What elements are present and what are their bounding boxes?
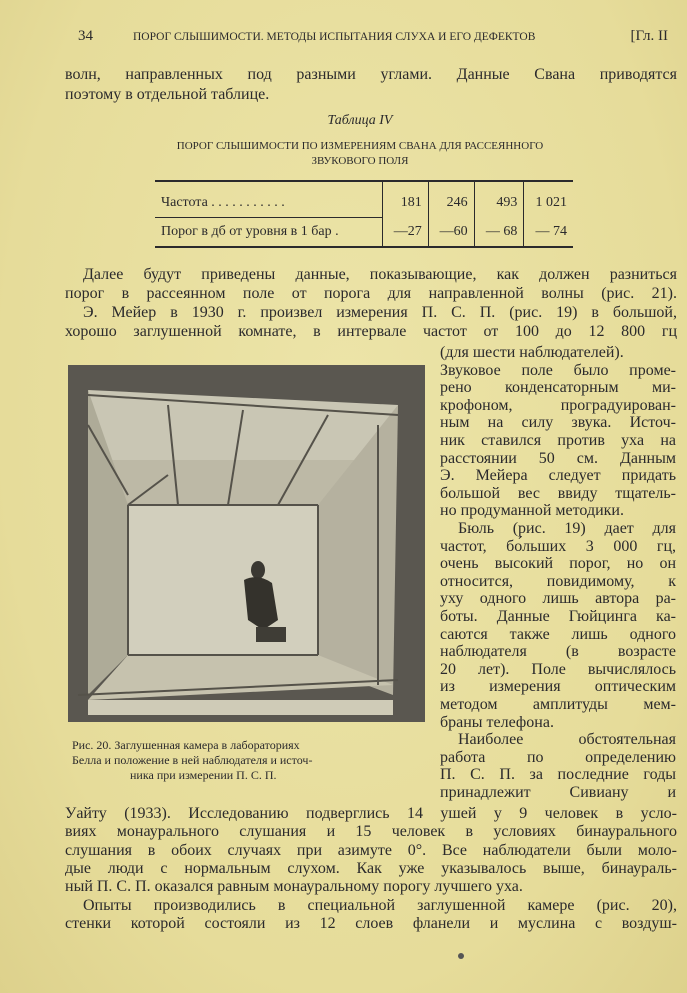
text-line: (для шести наблюдателей). xyxy=(440,344,624,361)
text-line: ным на силу звука. Источ- xyxy=(440,414,676,432)
text-line: но продуманной методики. xyxy=(440,502,624,520)
text-line: браны телефона. xyxy=(440,713,554,731)
text-line: работа по определению xyxy=(440,748,676,766)
table-cell: 493 xyxy=(474,181,524,218)
table-cell: — 68 xyxy=(474,218,524,248)
text-line: саются также лишь одного xyxy=(440,625,676,643)
text-line: относится, повидимому, к xyxy=(440,572,676,590)
row-label: Частота . . . . . . . . . . . xyxy=(155,181,383,218)
text-line: ник ставился против уха на xyxy=(440,432,676,449)
table-cell: 1 021 xyxy=(524,181,573,218)
text-line: порог в рассеянном поле от порога для направленной волны (рис. 21). xyxy=(65,285,677,302)
figure-caption: ника при измерении П. С. П. xyxy=(130,768,277,782)
text-line: Э. Мейер в 1930 г. произвел измерения П. С. П. (рис. 19) в большой, xyxy=(83,304,677,321)
chapter-label: [Гл. II xyxy=(630,28,668,44)
figure-caption: Рис. 20. Заглушенная камера в лабораториях xyxy=(72,738,300,752)
text-line: Э. Мейера следует придать xyxy=(440,467,676,485)
table-cell: 246 xyxy=(428,181,474,218)
text-line: поэтому в отдельной таблице. xyxy=(65,86,270,103)
text-line: уху одного лишь автора ра- xyxy=(440,590,676,608)
text-line: боты. Данные Гюйцинга ка- xyxy=(440,608,676,625)
text-line: 20 лет). Поле вычислялось xyxy=(440,660,676,678)
text-line: рено конденсаторным ми- xyxy=(440,379,676,397)
text-line: методом амплитуды мем- xyxy=(440,696,676,713)
text-line: слушания в обоих случаях при азимуте 0°. Все наблюдатели были моло- xyxy=(65,841,677,859)
text-line: крофоном, проградуирован- xyxy=(440,396,676,414)
text-line: наблюдателя (в возрасте xyxy=(440,643,676,661)
text-line: волн, направленных под разными углами. Данные Свана приводятся xyxy=(65,66,677,83)
text-line: дые люди с нормальным слухом. Как уже указывалось выше, бинаураль- xyxy=(65,859,677,877)
text-line: виях монаурального слушания и 15 человек в условиях бинаурального xyxy=(65,823,677,841)
text-line: Далее будут приведены данные, показывающие, как должен разниться xyxy=(83,266,677,283)
text-line: хорошо заглушенной комнате, в интервале частот от 100 до 12 800 гц xyxy=(65,323,677,340)
text-line: Уайту (1933). Исследованию подверглись 14 ушей у 9 человек в усло- xyxy=(65,805,677,822)
row-label: Порог в дб от уровня в 1 бар . xyxy=(155,218,383,248)
table-cell: —60 xyxy=(428,218,474,248)
page-mark xyxy=(458,953,464,959)
text-line: ный П. С. П. оказался равным монауральному порогу лучшего уха. xyxy=(65,878,523,896)
text-line: из измерения оптическим xyxy=(440,678,676,696)
text-line: П. С. П. за последние годы xyxy=(440,766,676,784)
text-line: Наиболее обстоятельная xyxy=(458,731,676,749)
text-line: Звуковое поле было проме- xyxy=(440,361,676,379)
table-cell: —27 xyxy=(383,218,429,248)
running-header xyxy=(78,30,668,48)
table-title: ЗВУКОВОГО ПОЛЯ xyxy=(311,155,409,167)
table-cell: — 74 xyxy=(524,218,573,248)
anechoic-chamber-photo xyxy=(68,365,425,722)
text-line: большой вес ввиду тщатель- xyxy=(440,484,676,502)
table-row xyxy=(155,181,573,218)
table-row xyxy=(155,218,573,248)
table-label: Таблица IV xyxy=(327,113,393,128)
text-line: принадлежит Сивиану и xyxy=(440,784,676,801)
text-line: Бюль (рис. 19) дает для xyxy=(458,520,676,537)
text-line: очень высокий порог, но он xyxy=(440,555,676,573)
running-title: ПОРОГ СЛЫШИМОСТИ. МЕТОДЫ ИСПЫТАНИЯ СЛУХА И ЕГО ДЕФЕКТОВ xyxy=(133,31,536,43)
figure-caption: Белла и положение в ней наблюдателя и источ- xyxy=(72,753,313,767)
table-title: ПОРОГ СЛЫШИМОСТИ ПО ИЗМЕРЕНИЯМ СВАНА ДЛЯ РАССЕЯННОГО xyxy=(176,140,544,152)
table-cell: 181 xyxy=(383,181,429,218)
text-line: частот, бо́льших 3 000 гц, xyxy=(440,537,676,555)
page-number: 34 xyxy=(78,28,93,44)
text-line: Опыты производились в специальной заглушенной камере (рис. 20), xyxy=(83,896,677,914)
text-line: расстоянии 50 см. Данным xyxy=(440,449,676,467)
text-line: стенки которой состояли из 12 слоев фланели и муслина с воздуш- xyxy=(65,914,677,932)
threshold-table xyxy=(155,180,573,248)
chamber-illustration xyxy=(68,365,425,722)
